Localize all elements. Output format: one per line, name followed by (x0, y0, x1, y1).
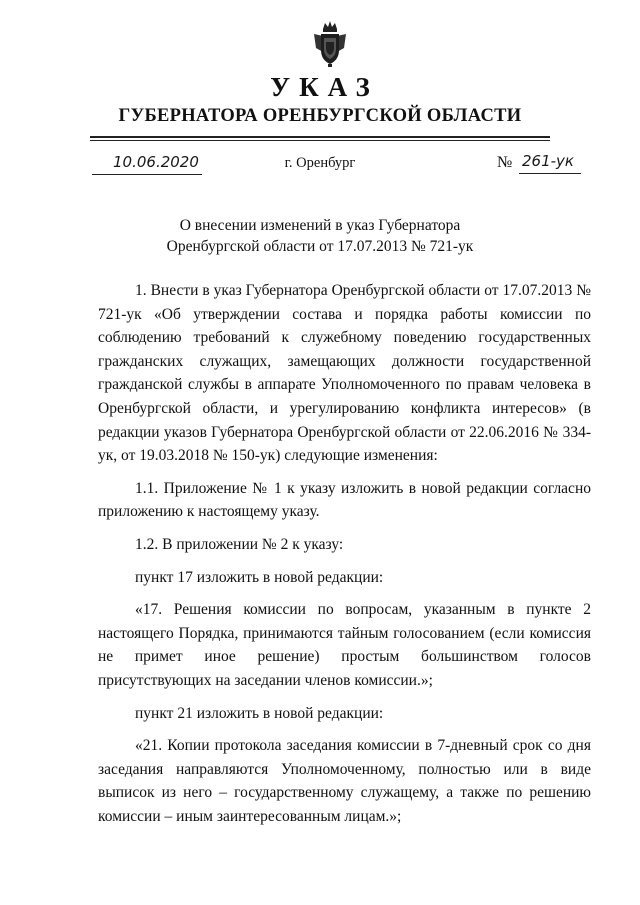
handwritten-date: 10.06.2020 (113, 153, 199, 171)
issuer-title: ГУБЕРНАТОРА ОРЕНБУРГСКОЙ ОБЛАСТИ (118, 106, 522, 126)
heading-line-2: Оренбургской области от 17.07.2013 № 721-ук (166, 238, 474, 255)
paragraph-1: 1. Внести в указ Губернатора Оренбургской области от 17.07.2013 № 721-ук «Об утверждении состава и порядка работы комиссии по соблюдению требований к служебному поведению государственных гражданских служащих, замещающих должности государственной гражданской службы в аппарате Уполномоченного по правам человека в Оренбургской области, и урегулированию конфликта интересов» (в редакции указов Губернатора Оренбургской области от 22.06.2016 № 334-ук, от 19.03.2018 № 150-ук) следующие изменения: (98, 282, 591, 465)
paragraph-item-21-intro: пункт 21 изложить в новой редакции: (135, 704, 384, 722)
divider-thin (90, 140, 550, 141)
handwritten-number: 261-ук (522, 152, 574, 170)
paragraph-1-2: 1.2. В приложении № 2 к указу: (135, 535, 344, 553)
paragraph-item-21-text: «21. Копии протокола заседания комиссии в 7-дневный срок со дня заседания направляются Уполномоченному, полностью или в виде выписок из него – государственному служащему, а также по решению комиссии – иным заинтересованным лицам.»; (98, 737, 591, 825)
heading-line-1: О внесении изменений в указ Губернатора (179, 217, 461, 234)
coat-of-arms-icon (312, 20, 348, 68)
number-sign: № (497, 154, 513, 171)
document-title: УКАЗ (270, 72, 379, 102)
document-heading (0, 215, 640, 257)
paragraph-1-1: 1.1. Приложение № 1 к указу изложить в новой редакции согласно приложению к настоящему указу. (98, 479, 591, 521)
document-body (98, 279, 591, 828)
paragraph-item-17-intro: пункт 17 изложить в новой редакции: (135, 568, 384, 586)
number-underline (519, 173, 581, 174)
city-label: г. Оренбург (284, 155, 356, 171)
paragraph-item-17-text: «17. Решения комиссии по вопросам, указанным в пункте 2 настоящего Порядка, принимаются тайным голосованием (если комиссия не примет иное решение) простым большинством голосов присутствующих на заседании членов комиссии.»; (98, 601, 591, 689)
date-underline (92, 174, 202, 175)
divider-thick (90, 136, 550, 138)
